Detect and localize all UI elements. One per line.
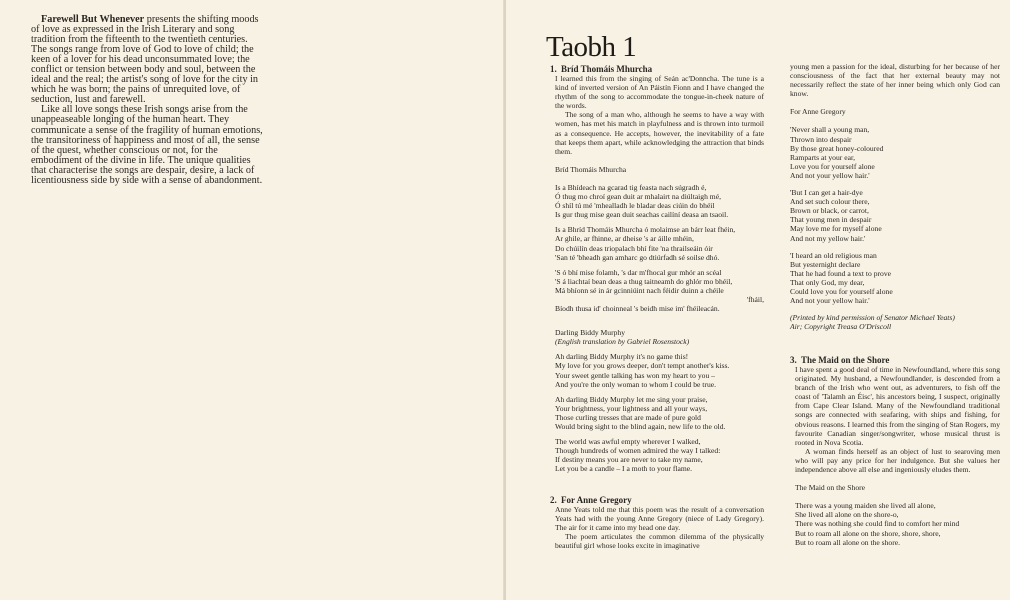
intro-lead: Farewell But Whenever [41, 14, 145, 25]
song-3-note: I have spent a good deal of time in Newfoundland, where this song originated. My husband, a Newfoundlander, is descended from a branch of the Irish who went out, as adventurers, to fish off the coast of 'Talamh an Éisc', his ancestors being, I suspect, originally from Cape Clear Island. Many of the Newfoundland traditional songs are connected with seafaring, with ships and fishing, for obvious reasons. I learned this from the singing of Stan Rogers, my favourite Canadian singer/songwriter, whose musical thrust is rooted in Nova Scotia. [795, 365, 1000, 447]
song-2-continued [790, 62, 1000, 331]
page-title: Taobh 1 [546, 31, 637, 63]
song-2-poem-title: For Anne Gregory [790, 107, 846, 117]
translation-title: Darling Biddy Murphy [555, 328, 626, 338]
song-3-lyrics: There was a young maiden she lived all alone, She lived all alone on the shore-o, There was nothing she could find to comfort her mind But to roam all alone on the shore, shore, shore, But to roam all alone on the shore. [795, 501, 960, 547]
left-page [0, 0, 504, 600]
intro-paragraph-2: Like all love songs these Irish songs arise from the unappeaseable longing of the human heart. They communicate a sense of the fragility of human emotions, the transitoriness of happiness and most of all, the sense of the quest, whether conscious or not, for the embodiment of the divine in life. The unique qualities that characterise the songs are despair, desire, a lack of licentiousness side by side with a sense of abandonment. [31, 104, 263, 186]
song-2-lyrics: 'Never shall a young man, Thrown into despair By those great honey-coloured Ramparts at your ear, Love you for yourself alone And not your yellow hair.' 'But I can get a hair-dye And set such colour there, Brown or black, or carrot, That young men in despair May love me for myself alone And not my yellow hair.' 'I heard an old religious man But yesternight declare That he had found a text to prove That only God, my dear, Could love you for yourself alone And not your yellow hair.' [790, 125, 893, 306]
song-2-heading: 2. For Anne Gregory [550, 495, 632, 505]
song-3-poem-title: The Maid on the Shore [795, 483, 866, 493]
translation-lyrics: Ah darling Biddy Murphy it's no game this! My love for you grows deeper, don't tempt another's kiss. Your sweet gentle talking has won my heart to you – And you're the only woman to whom I could be true. Ah darling Biddy Murphy let me sing your praise, Your brightness, your lightness and all your ways, Those curling tresses that are made of pure gold Would bring sight to the blind again, new life to the old. The world was awful empty wherever I walked, Though hundreds of women admired the way I talked: If destiny means you are never to take my name, Let you be a candle – I a moth to your flame. [555, 352, 730, 474]
song-1-description: The song of a man who, although he seems to have a way with women, has met his match in playfulness and is thrown into turmoil as a consequence. He accepts, however, the inevitability of a fate that keeps them apart, while acknowledging the attraction that binds them. [555, 110, 764, 156]
song-2-credit: (Printed by kind permission of Senator Michael Yeats) [790, 313, 955, 323]
song-1-lyrics: Is a Bhídeach na gcarad tig feasta nach súgradh é, Ó thug mo chroí gean duit ar mhalairt na diúltaigh mé, Ó shíl tú mé 'mhealladh le bladar deas ciúin do bhéil Is gur thug mise gean duit seachas cailíní deasa an tsaoil. Is a Bhríd Thomáis Mhurcha ó molaimse an bárr leat fhéin, Ar ghile, ar fhinne, ar dheise 's ar áille mhéin, Do chúilín deas triopalach bhí fite 'na thrailseáin óir 'San té 'bheadh gan amharc go dtiúrfadh sé soilse dhó. 'S ó bhí mise folamh, 's dar m'fhocal gur mhór an scéal 'S á liachtaí bean deas a thug taitneamh do ghlór mo bhéil, Má bhíonn sé in ár gcinniúint nach féidir duinn a chéile 'fháil, Bíodh thusa id' choinneal 's beidh mise im' fhéileacán. [555, 182, 764, 314]
intro-text [31, 15, 263, 186]
song-2-air-credit: Air; Copyright Treasa O'Driscoll [790, 322, 892, 332]
song-1-poem-title: Bríd Thomáis Mhurcha [555, 164, 627, 174]
song-3-section [790, 355, 1000, 547]
song-3-description: A woman finds herself as an object of lust to searoving men who will pay any price for her indulgence. But she values her independence above all else and ingeniously eludes them. [795, 446, 1000, 475]
song-3-heading: 3. The Maid on the Shore [790, 355, 890, 365]
song-2-note: Anne Yeats told me that this poem was the result of a conversation Yeats had with the young Anne Gregory (niece of Lady Gregory). The air for it came into my head one day. [555, 505, 764, 533]
song-2-section [550, 495, 764, 550]
intro-paragraph-1: Farewell But Whenever presents the shifting moods of love as expressed in the Irish Literary and song tradition from the fifteenth to the twentieth centuries. The songs range from love of God to love of child; the keen of a lover for his dead unconsummated love; the conflict or tension between body and soul, between the ideal and the real; the artist's song of love for the city in which he was born; the pains of unrequited love, of seduction, lust and farewell. [31, 14, 259, 106]
song-1-section [550, 64, 764, 479]
translation-credit: (English translation by Gabriel Rosenstock) [555, 337, 690, 347]
song-2-description-continued: young men a passion for the ideal, disturbing for her because of her consciousness of the fact that her external beauty may not necessarily reflect the state of her inner being which only God can know. [790, 62, 1000, 99]
song-1-note: I learned this from the singing of Seán ac'Donncha. The tune is a kind of inverted version of An Páistín Fionn and I have changed the rhythm of the song to accommodate the tongue-in-cheek nature of the words. [555, 74, 764, 111]
song-2-description: The poem articulates the common dilemma of the physically beautiful girl whose looks excite in imaginative [555, 532, 764, 551]
song-1-heading: 1. Bríd Thomáis Mhurcha [550, 64, 653, 74]
